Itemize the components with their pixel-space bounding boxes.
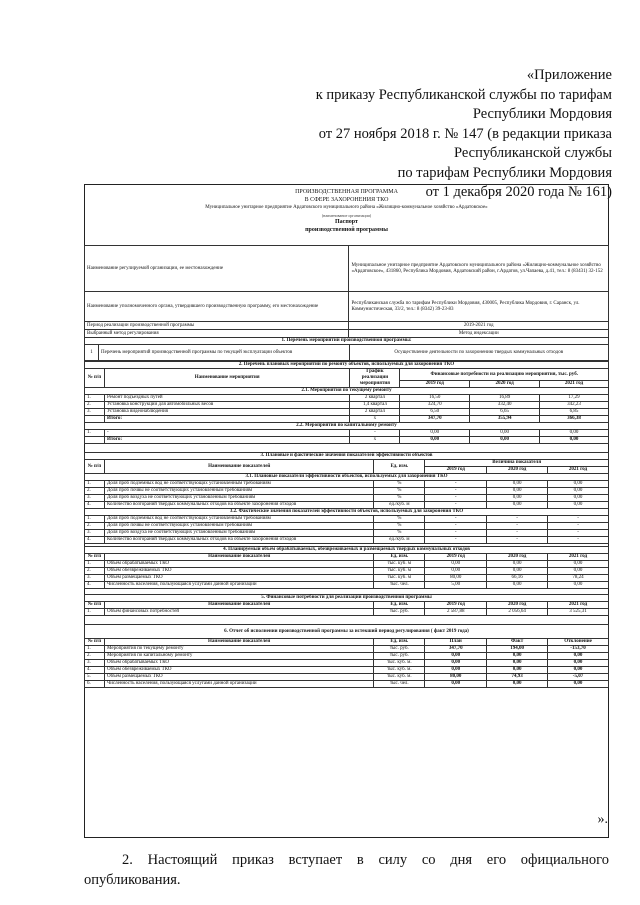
col-header-year: 2020 год bbox=[487, 554, 548, 561]
indicator-unit: тыс. руб. bbox=[374, 653, 425, 660]
table-row bbox=[85, 509, 609, 516]
indicator-unit: тыс. куб. м. bbox=[374, 674, 425, 681]
row-number: 3. bbox=[85, 575, 105, 582]
measures-label: Перечень мероприятий производственной программы по текущей эксплуатации объектов bbox=[98, 345, 349, 361]
table-row bbox=[85, 681, 609, 688]
fact-value: 194,00 bbox=[487, 646, 548, 653]
indicator-name: Количество возгораний твердых коммунальных отходов на объекте захоронения отходов bbox=[104, 537, 373, 544]
indicator-name: Объем обрабатываемых ТКО bbox=[104, 660, 373, 667]
indicator-unit: % bbox=[374, 495, 425, 502]
section2-table bbox=[84, 361, 609, 444]
indicator-name: Доля проб почвы не соответствующих установленным требованиям bbox=[104, 523, 373, 530]
value-cell: 0,00 bbox=[548, 568, 609, 575]
indicator-name: Объем размещаемых ТКО bbox=[104, 575, 373, 582]
value-cell: 324,70 bbox=[400, 402, 470, 409]
indicator-unit: тыс. куб. м. bbox=[374, 660, 425, 667]
value-cell: 0,00 bbox=[425, 568, 487, 575]
value-cell: 0,00 bbox=[548, 488, 609, 495]
row-number: 3. bbox=[85, 409, 105, 416]
table-row bbox=[85, 568, 609, 575]
value-cell: - bbox=[425, 530, 487, 537]
indicator-unit: тыс. руб. bbox=[374, 646, 425, 653]
indicator-name: Доля проб подземных вод не соответствующих установленным требованиям bbox=[104, 481, 373, 488]
subsection-title: 2.1. Мероприятия по текущему ремонту bbox=[85, 388, 609, 395]
value-cell: 16,89 bbox=[470, 395, 540, 402]
value-cell: 0,00 bbox=[487, 561, 548, 568]
passport-subtitle: производственной программы bbox=[305, 226, 388, 233]
table-row bbox=[85, 495, 609, 502]
row-number: 1. bbox=[85, 609, 105, 616]
value-cell: 0,00 bbox=[400, 430, 470, 437]
value-cell: - bbox=[487, 530, 548, 537]
indicator-name: Количество возгораний твердых коммунальных отходов на объекте захоронения отходов bbox=[104, 502, 373, 509]
indicator-name: Объем финансовых потребностей bbox=[104, 609, 373, 616]
col-header-number: № п/п bbox=[85, 460, 105, 474]
table-row bbox=[85, 402, 609, 409]
col-header-unit: Ед. изм. bbox=[374, 602, 425, 609]
table-row bbox=[85, 502, 609, 509]
section-title: 5. Финансовые потребности для реализации производственной программы bbox=[85, 595, 609, 602]
measure-name: Установка видеонаблюдения bbox=[104, 409, 349, 416]
table-row bbox=[85, 523, 609, 530]
total-value: 347,70 bbox=[400, 416, 470, 423]
value-cell: 0,00 bbox=[548, 502, 609, 509]
row-number: 2. bbox=[85, 568, 105, 575]
section4-table bbox=[84, 546, 609, 589]
value-cell: 0,00 bbox=[487, 502, 548, 509]
value-cell: 0,00 bbox=[548, 481, 609, 488]
plan-value: 0,00 bbox=[425, 660, 487, 667]
value-cell: 6,50 bbox=[400, 409, 470, 416]
col-header-number: № п/п bbox=[85, 639, 105, 646]
header-line: по тарифам Республики Мордовия bbox=[397, 164, 612, 181]
total-value: 366,38 bbox=[540, 416, 609, 423]
table-header-row bbox=[85, 602, 609, 609]
col-header-deviation: Отклонение bbox=[548, 639, 609, 646]
col-header-unit: Ед. изм. bbox=[374, 639, 425, 646]
indicator-unit: тыс. куб. м bbox=[374, 568, 425, 575]
col-header-name: Наименование показателей bbox=[104, 602, 373, 609]
table-row bbox=[85, 345, 609, 361]
table-row bbox=[85, 481, 609, 488]
section3-table bbox=[84, 452, 609, 544]
measure-schedule: 2 квартал bbox=[350, 395, 400, 402]
deviation-value: 0,00 bbox=[548, 660, 609, 667]
indicator-name: Объем обезвреживаемых ТКО bbox=[104, 667, 373, 674]
table-row bbox=[85, 430, 609, 437]
fact-value: 0,00 bbox=[487, 653, 548, 660]
table-row bbox=[85, 660, 609, 667]
program-title-block bbox=[84, 189, 609, 234]
subsection-title: 3.2. Фактические значения показателей эффективности объектов, используемых для захоронения ТКО bbox=[85, 509, 609, 516]
indicator-name: Объем обезвреживаемых ТКО bbox=[104, 568, 373, 575]
section-title: 1. Перечень мероприятий производственной программы: bbox=[85, 338, 609, 345]
table-row bbox=[85, 292, 609, 322]
row-number: 3. bbox=[85, 495, 105, 502]
value-cell: - bbox=[425, 523, 487, 530]
table-row bbox=[85, 537, 609, 544]
value-cell: 0,00 bbox=[548, 561, 609, 568]
section5-table bbox=[84, 594, 609, 616]
value-cell: 342,23 bbox=[540, 402, 609, 409]
section-title: 6. Отчет об исполнении производственной программы за истекший период регулирования ( факт 2019 года) bbox=[85, 625, 609, 639]
value-cell: - bbox=[548, 530, 609, 537]
row-number: 2. bbox=[85, 653, 105, 660]
fact-value: 0,00 bbox=[487, 660, 548, 667]
value-cell: 78,24 bbox=[548, 575, 609, 582]
value-cell: 2 587,88 bbox=[425, 609, 487, 616]
value-cell: - bbox=[425, 488, 487, 495]
value-cell: - bbox=[548, 516, 609, 523]
col-header-year: 2020 год bbox=[487, 467, 548, 474]
header-line: Республиканской службы bbox=[453, 145, 612, 161]
fact-value: 0,00 bbox=[487, 681, 548, 688]
col-header-name: Наименование показателей bbox=[104, 460, 373, 474]
value-cell: 2 056,64 bbox=[487, 609, 548, 616]
measure-name: - bbox=[104, 430, 349, 437]
col-header-value: Величина показателя bbox=[425, 460, 609, 467]
indicator-unit: % bbox=[374, 481, 425, 488]
measure-schedule: 1,4 квартал bbox=[350, 402, 400, 409]
value-cell: 80,00 bbox=[425, 575, 487, 582]
indicator-name: Доля проб воздуха не соответствующих установленным требованиям bbox=[104, 530, 373, 537]
table-row bbox=[85, 582, 609, 589]
total-value: 0,00 bbox=[540, 437, 609, 444]
indicator-unit: % bbox=[374, 530, 425, 537]
indicator-name: Мероприятия по текущему ремонту bbox=[104, 646, 373, 653]
table-row bbox=[85, 646, 609, 653]
value-cell: 5,00 bbox=[425, 582, 487, 589]
table-header-row bbox=[85, 639, 609, 646]
row-number: 5. bbox=[85, 674, 105, 681]
value-cell: 0,00 bbox=[487, 582, 548, 589]
col-header-number: № п/п bbox=[85, 554, 105, 561]
plan-value: 0,00 bbox=[425, 681, 487, 688]
col-header-number: № п/п bbox=[85, 602, 105, 609]
body-label: Наименование уполномоченного органа, утвердившего производственную программу, его местонахождение bbox=[85, 292, 349, 322]
value-cell: - bbox=[487, 523, 548, 530]
header-line: от 1 декабря 2020 года № 161) bbox=[425, 184, 612, 200]
value-cell: 3 525,31 bbox=[548, 609, 609, 616]
row-number: 4. bbox=[85, 502, 105, 509]
indicator-name: Доля проб воздуха не соответствующих установленным требованиям bbox=[104, 495, 373, 502]
table-row bbox=[85, 547, 609, 554]
col-header-number: № п/п bbox=[85, 369, 105, 388]
header-line: от 27 ноября 2018 г. № 147 (в редакции приказа bbox=[318, 125, 612, 142]
deviation-value: 0,00 bbox=[548, 681, 609, 688]
value-cell: 0,00 bbox=[470, 430, 540, 437]
table-row bbox=[85, 667, 609, 674]
indicator-name: Объем размещаемых ТКО bbox=[104, 674, 373, 681]
col-header-unit: Ед. изм. bbox=[374, 554, 425, 561]
value-cell: 16,50 bbox=[400, 395, 470, 402]
value-cell: - bbox=[425, 495, 487, 502]
col-header-year: 2019 год bbox=[400, 381, 470, 388]
total-value: 355,94 bbox=[470, 416, 540, 423]
value-cell: - bbox=[487, 516, 548, 523]
table-row bbox=[85, 530, 609, 537]
value-cell: 6,65 bbox=[470, 409, 540, 416]
measure-name: Установка конструкции для автомобильных весов bbox=[104, 402, 349, 409]
col-header-year: 2019 год bbox=[425, 554, 487, 561]
table-row bbox=[85, 674, 609, 681]
table-total-row bbox=[85, 437, 609, 444]
col-header-year: 2020 год bbox=[470, 381, 540, 388]
col-header-finance: Финансовые потребности на реализацию мероприятия, тыс. руб. bbox=[400, 369, 609, 381]
table-row bbox=[85, 595, 609, 602]
row-number: 1 bbox=[85, 345, 99, 361]
header-line: «Приложение bbox=[526, 67, 612, 83]
col-header-name: Наименование показателей bbox=[104, 554, 373, 561]
indicator-unit: тыс. чел. bbox=[374, 582, 425, 589]
table-header-row bbox=[85, 460, 609, 467]
value-cell: 17,29 bbox=[540, 395, 609, 402]
table-header-row bbox=[85, 554, 609, 561]
indicator-unit: ед./куб. м bbox=[374, 502, 425, 509]
row-number: 4. bbox=[85, 667, 105, 674]
body-value: Республиканская служба по тарифам Республики Мордовия, 430005, Республика Мордовия, г. Саранск, ул. Коммунистическая, 33/2, тел.: 8 (8342) 39-23-83 bbox=[349, 292, 609, 322]
period-label: Период реализации производственной программы bbox=[85, 322, 349, 330]
total-label: Итого: bbox=[104, 416, 349, 423]
indicator-name: Численность населения, пользующаяся услугами данной организации bbox=[104, 582, 373, 589]
col-header-year: 2021 год bbox=[548, 602, 609, 609]
col-header-plan: План bbox=[425, 639, 487, 646]
deviation-value: 0,00 bbox=[548, 667, 609, 674]
table-row bbox=[85, 488, 609, 495]
section-title: 4. Планируемый объем обрабатываемых, обезвреживаемых и размещаемых твердых коммунальных отходов bbox=[85, 547, 609, 554]
subsection-title: 2.2. Мероприятия по капитальному ремонту bbox=[85, 423, 609, 430]
row-number: 1. bbox=[85, 430, 105, 437]
value-cell: - bbox=[425, 537, 487, 544]
table-row bbox=[85, 625, 609, 639]
program-subtitle: В СФЕРЕ ЗАХОРОНЕНИЯ ТКО bbox=[304, 196, 389, 203]
indicator-name: Доля проб почвы не соответствующих установленным требованиям bbox=[104, 488, 373, 495]
row-number: 1. bbox=[85, 646, 105, 653]
value-cell: 0,00 bbox=[425, 561, 487, 568]
plan-value: 347,70 bbox=[425, 646, 487, 653]
indicator-name: Мероприятия по капитальному ремонту bbox=[104, 653, 373, 660]
table-total-row bbox=[85, 416, 609, 423]
value-cell: 0,00 bbox=[540, 430, 609, 437]
header-line: Республики Мордовия bbox=[472, 106, 612, 122]
col-header-year: 2021 год bbox=[548, 467, 609, 474]
value-cell: 332,40 bbox=[470, 402, 540, 409]
total-schedule: х bbox=[350, 437, 400, 444]
fact-value: 74,93 bbox=[487, 674, 548, 681]
total-value: 0,00 bbox=[400, 437, 470, 444]
total-label: Итого: bbox=[104, 437, 349, 444]
table-row bbox=[85, 388, 609, 395]
passport-title: Паспорт bbox=[335, 219, 358, 225]
col-header-year: 2020 год bbox=[487, 602, 548, 609]
header-line: к приказу Республиканской службы по тарифам bbox=[315, 86, 612, 103]
deviation-value: 0,00 bbox=[548, 653, 609, 660]
col-header-name: Наименование мероприятия bbox=[104, 369, 349, 388]
indicator-name: Объем обрабатываемых ТКО bbox=[104, 561, 373, 568]
table-row bbox=[85, 575, 609, 582]
row-number: 6. bbox=[85, 681, 105, 688]
period-value: 2019-2021 год bbox=[349, 322, 609, 330]
table-row bbox=[85, 653, 609, 660]
indicator-unit: % bbox=[374, 488, 425, 495]
value-cell: 6,85 bbox=[540, 409, 609, 416]
table-row bbox=[85, 322, 609, 330]
value-cell: 0,00 bbox=[487, 495, 548, 502]
row-number: 3. bbox=[85, 660, 105, 667]
program-title: ПРОИЗВОДСТВЕННАЯ ПРОГРАММА bbox=[295, 189, 398, 195]
plan-value: 0,00 bbox=[425, 667, 487, 674]
row-number: 1. bbox=[85, 561, 105, 568]
indicator-name: Доля проб подземных вод не соответствующих установленным требованиям bbox=[104, 516, 373, 523]
deviation-value: -153,70 bbox=[548, 646, 609, 653]
order-appendix-header bbox=[282, 66, 612, 203]
total-value: 0,00 bbox=[470, 437, 540, 444]
table-row bbox=[85, 362, 609, 369]
table-row bbox=[85, 423, 609, 430]
value-cell: 0,00 bbox=[487, 488, 548, 495]
value-cell: 0,00 bbox=[487, 568, 548, 575]
measure-schedule: - bbox=[350, 430, 400, 437]
col-header-name: Наименование показателей bbox=[104, 639, 373, 646]
value-cell: - bbox=[425, 516, 487, 523]
measures-value: Осуществление деятельности по захоронению твердых коммунальных отходов bbox=[349, 345, 609, 361]
value-cell: - bbox=[548, 537, 609, 544]
org-label: Наименование регулируемой организации, ее местонахождение bbox=[85, 246, 349, 292]
table-row bbox=[85, 609, 609, 616]
effective-date-paragraph: 2. Настоящий приказ вступает в силу со дня его официального опубликования. bbox=[84, 852, 609, 888]
measure-schedule: 2 квартал bbox=[350, 409, 400, 416]
col-header-unit: Ед. изм. bbox=[374, 460, 425, 474]
organization-note: (наименование организации) bbox=[321, 212, 372, 218]
indicator-unit: тыс. куб. м bbox=[374, 561, 425, 568]
section-title: 3. Плановые и фактические значения показателей эффективности объектов bbox=[85, 453, 609, 460]
table-row bbox=[85, 516, 609, 523]
method-value: Метод индексации bbox=[349, 330, 609, 338]
row-number: 4. bbox=[85, 537, 105, 544]
row-number: 2. bbox=[85, 402, 105, 409]
table-row bbox=[85, 409, 609, 416]
indicator-unit: тыс. куб. м. bbox=[374, 667, 425, 674]
method-label: Выбранный метод регулирования bbox=[85, 330, 349, 338]
value-cell: 0,00 bbox=[548, 582, 609, 589]
value-cell: - bbox=[425, 502, 487, 509]
section1-table bbox=[84, 337, 609, 361]
indicator-unit: тыс. куб. м bbox=[374, 575, 425, 582]
row-number: 3. bbox=[85, 530, 105, 537]
table-row bbox=[85, 246, 609, 292]
closing-quote: ». bbox=[597, 812, 608, 827]
indicator-unit: ед./куб. м bbox=[374, 537, 425, 544]
value-cell: 0,00 bbox=[487, 481, 548, 488]
row-number: 2. bbox=[85, 523, 105, 530]
value-cell: 66,16 bbox=[487, 575, 548, 582]
table-header-row bbox=[85, 369, 609, 381]
indicator-unit: тыс. руб. bbox=[374, 609, 425, 616]
value-cell: - bbox=[425, 481, 487, 488]
indicator-name: Численность населения, пользующаяся услугами данной организации bbox=[104, 681, 373, 688]
table-row bbox=[85, 474, 609, 481]
plan-value: 0,00 bbox=[425, 653, 487, 660]
col-header-schedule: График реализации мероприятия bbox=[350, 369, 400, 388]
indicator-unit: % bbox=[374, 516, 425, 523]
table-row bbox=[85, 395, 609, 402]
value-cell: 0,00 bbox=[548, 495, 609, 502]
measure-name: Ремонт подъездных путей bbox=[104, 395, 349, 402]
table-row bbox=[85, 453, 609, 460]
total-schedule: х bbox=[350, 416, 400, 423]
row-number: 1. bbox=[85, 481, 105, 488]
value-cell: - bbox=[487, 537, 548, 544]
table-row bbox=[85, 561, 609, 568]
col-header-fact: Факт bbox=[487, 639, 548, 646]
row-number: 4. bbox=[85, 582, 105, 589]
plan-value: 80,00 bbox=[425, 674, 487, 681]
col-header-year: 2021 год bbox=[548, 554, 609, 561]
indicator-unit: % bbox=[374, 523, 425, 530]
row-number: 2. bbox=[85, 488, 105, 495]
subsection-title: 3.1. Плановые показатели эффективности объектов, используемых для захоронения ТКО bbox=[85, 474, 609, 481]
row-number: 1. bbox=[85, 395, 105, 402]
value-cell: - bbox=[548, 523, 609, 530]
row-number: 1. bbox=[85, 516, 105, 523]
col-header-year: 2021 год bbox=[540, 381, 609, 388]
fact-value: 0,00 bbox=[487, 667, 548, 674]
indicator-unit: тыс. чел. bbox=[374, 681, 425, 688]
section-title: 2. Перечень плановых мероприятий по ремонту объектов, используемых для захоронения ТКО bbox=[85, 362, 609, 369]
passport-table bbox=[84, 245, 609, 338]
col-header-year: 2019 год bbox=[425, 467, 487, 474]
section6-table bbox=[84, 624, 609, 688]
col-header-year: 2019 год bbox=[425, 602, 487, 609]
org-value: Муниципальное унитарное предприятие Ардатовского муниципального района «Жилищно-коммунальное хозяйство «Ардатовское», 431860, Республика Мордовия, Ардатовский район, г.Ардатов, ул.Чапаева, д.41, тел.: 8 (83431) 32-152 bbox=[349, 246, 609, 292]
deviation-value: -5,07 bbox=[548, 674, 609, 681]
table-row bbox=[85, 338, 609, 345]
organization-name: Муниципальное унитарное предприятие Ардатовского муниципального района «Жилищно-коммунальное хозяйство «Ардатовское» bbox=[205, 205, 488, 210]
